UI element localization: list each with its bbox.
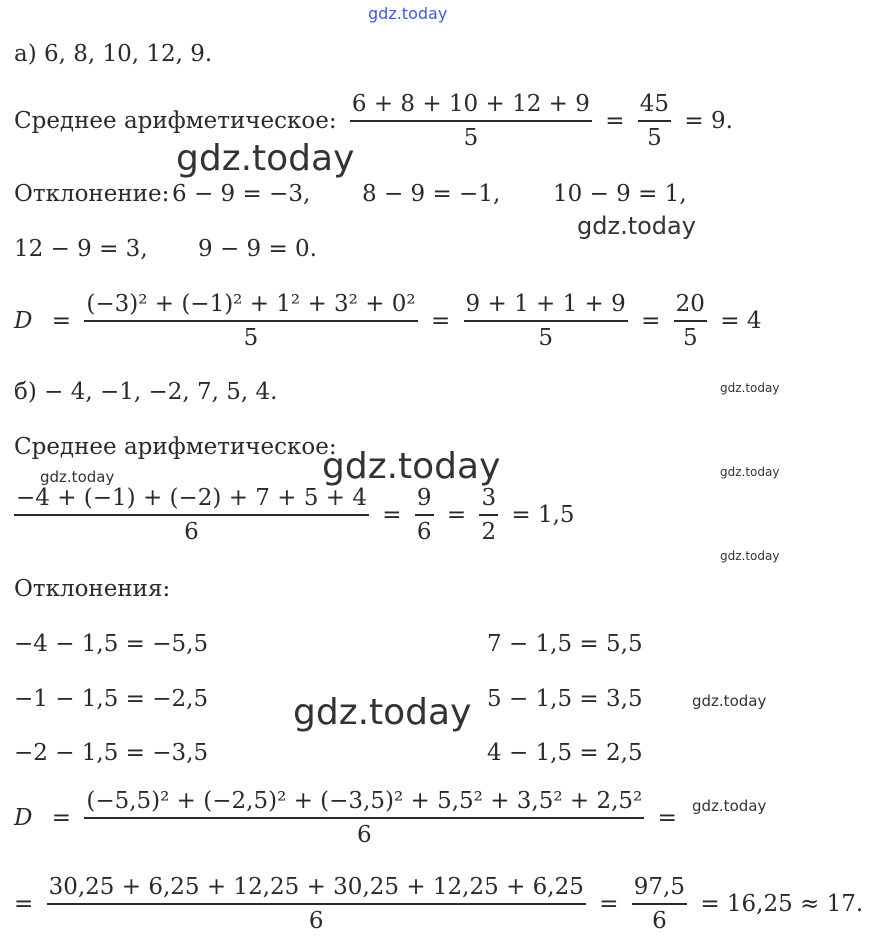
fraction-denominator: 6 (308, 907, 324, 934)
mean-label: Среднее арифметическое: (14, 107, 337, 134)
equals-sign: = (641, 307, 661, 334)
dev-item: 8 − 9 = −1, (362, 181, 501, 207)
fraction-numerator: 45 (639, 91, 670, 117)
equals-sign: = (599, 890, 619, 917)
fraction-numerator: 3 (481, 485, 497, 511)
watermark-large: gdz.today (293, 692, 472, 733)
part-a-mean-line (14, 90, 739, 152)
equals-sign: = (14, 890, 34, 917)
fraction-numerator: 9 + 1 + 1 + 9 (465, 291, 626, 317)
watermark-top[interactable]: gdz.today (368, 4, 448, 23)
equals-sign: = (657, 804, 677, 831)
dev-item: −1 − 1,5 = −2,5 (14, 686, 209, 712)
part-b-variance-line (14, 787, 683, 849)
equals-sign: = (446, 501, 467, 528)
variance-fraction (84, 787, 644, 849)
fraction-numerator: 97,5 (633, 874, 685, 900)
watermark-large: gdz.today (176, 138, 355, 179)
fraction-numerator: 6 + 8 + 10 + 12 + 9 (351, 91, 590, 117)
fraction-denominator: 5 (243, 324, 259, 351)
watermark-small: gdz.today (692, 797, 767, 815)
watermark-large: gdz.today (322, 446, 501, 487)
mean-fraction-2 (415, 484, 434, 546)
equals-sign: = (430, 307, 451, 334)
final-fraction-2 (632, 873, 687, 935)
dev-item: 7 − 1,5 = 5,5 (487, 631, 643, 657)
fraction-numerator: 20 (675, 291, 705, 317)
mean-result: = 1,5 (511, 501, 575, 528)
fraction-numerator: (−5,5)² + (−2,5)² + (−3,5)² + 5,5² + 3,5² + 2,5² (86, 788, 643, 814)
part-b-final-line (14, 873, 869, 935)
mean-fraction-2 (638, 90, 671, 152)
fraction-numerator: 9 (416, 485, 432, 511)
equals-sign: = (51, 804, 72, 831)
fraction-numerator: (−3)² + (−1)² + 1² + 3² + 0² (86, 291, 416, 317)
equals-sign: = (605, 107, 625, 134)
variance-result: = 4 (720, 307, 762, 334)
dev-item: 4 − 1,5 = 2,5 (487, 740, 643, 766)
fraction-denominator: 6 (184, 518, 199, 545)
dev-label: Отклонение: (14, 181, 170, 207)
dev-item: −2 − 1,5 = −3,5 (14, 740, 209, 766)
watermark-small: gdz.today (692, 692, 767, 710)
mean-fraction-3 (479, 484, 498, 546)
part-b-dev-label: Отклонения: (14, 576, 171, 602)
final-result: = 16,25 ≈ 17. (700, 890, 864, 917)
mean-result: = 9. (684, 107, 733, 134)
variance-symbol: D (14, 307, 33, 334)
dev-item: 9 − 9 = 0. (198, 236, 317, 262)
part-a-dev-label (14, 180, 169, 208)
variance-symbol: D (14, 804, 33, 831)
watermark-tiny: gdz.today (720, 465, 780, 479)
mean-fraction (14, 484, 369, 546)
part-b-mean-label: Среднее арифметическое: (14, 434, 337, 460)
fraction-denominator: 6 (416, 518, 432, 545)
fraction-denominator: 5 (682, 324, 698, 351)
part-b-mean-line (14, 484, 581, 546)
dev-item: 6 − 9 = −3, (172, 181, 311, 207)
equals-sign: = (382, 501, 402, 528)
watermark-medium: gdz.today (577, 212, 696, 240)
dev-item: −4 − 1,5 = −5,5 (14, 631, 209, 657)
final-fraction (47, 873, 586, 935)
dev-item: 12 − 9 = 3, (14, 236, 148, 262)
equals-sign: = (51, 307, 72, 334)
fraction-denominator: 6 (652, 907, 667, 934)
fraction-numerator: −4 + (−1) + (−2) + 7 + 5 + 4 (16, 485, 367, 511)
fraction-denominator: 2 (481, 518, 497, 545)
dev-item: 5 − 1,5 = 3,5 (487, 686, 643, 712)
fraction-denominator: 5 (538, 324, 553, 351)
watermark-small: gdz.today (40, 468, 115, 486)
variance-fraction (84, 290, 417, 352)
variance-fraction-3 (674, 290, 707, 352)
dev-item: 10 − 9 = 1, (553, 181, 687, 207)
part-a-variance-line (14, 290, 767, 352)
watermark-tiny: gdz.today (720, 549, 780, 563)
fraction-denominator: 5 (463, 124, 479, 151)
fraction-denominator: 5 (647, 124, 662, 151)
watermark-tiny: gdz.today (720, 381, 780, 395)
fraction-denominator: 6 (357, 821, 372, 848)
part-a-header: а) 6, 8, 10, 12, 9. (14, 41, 213, 67)
variance-fraction-2 (464, 290, 628, 352)
mean-fraction (350, 90, 592, 152)
fraction-numerator: 30,25 + 6,25 + 12,25 + 30,25 + 12,25 + 6,25 (48, 874, 584, 900)
part-b-header: б) − 4, −1, −2, 7, 5, 4. (14, 379, 278, 405)
